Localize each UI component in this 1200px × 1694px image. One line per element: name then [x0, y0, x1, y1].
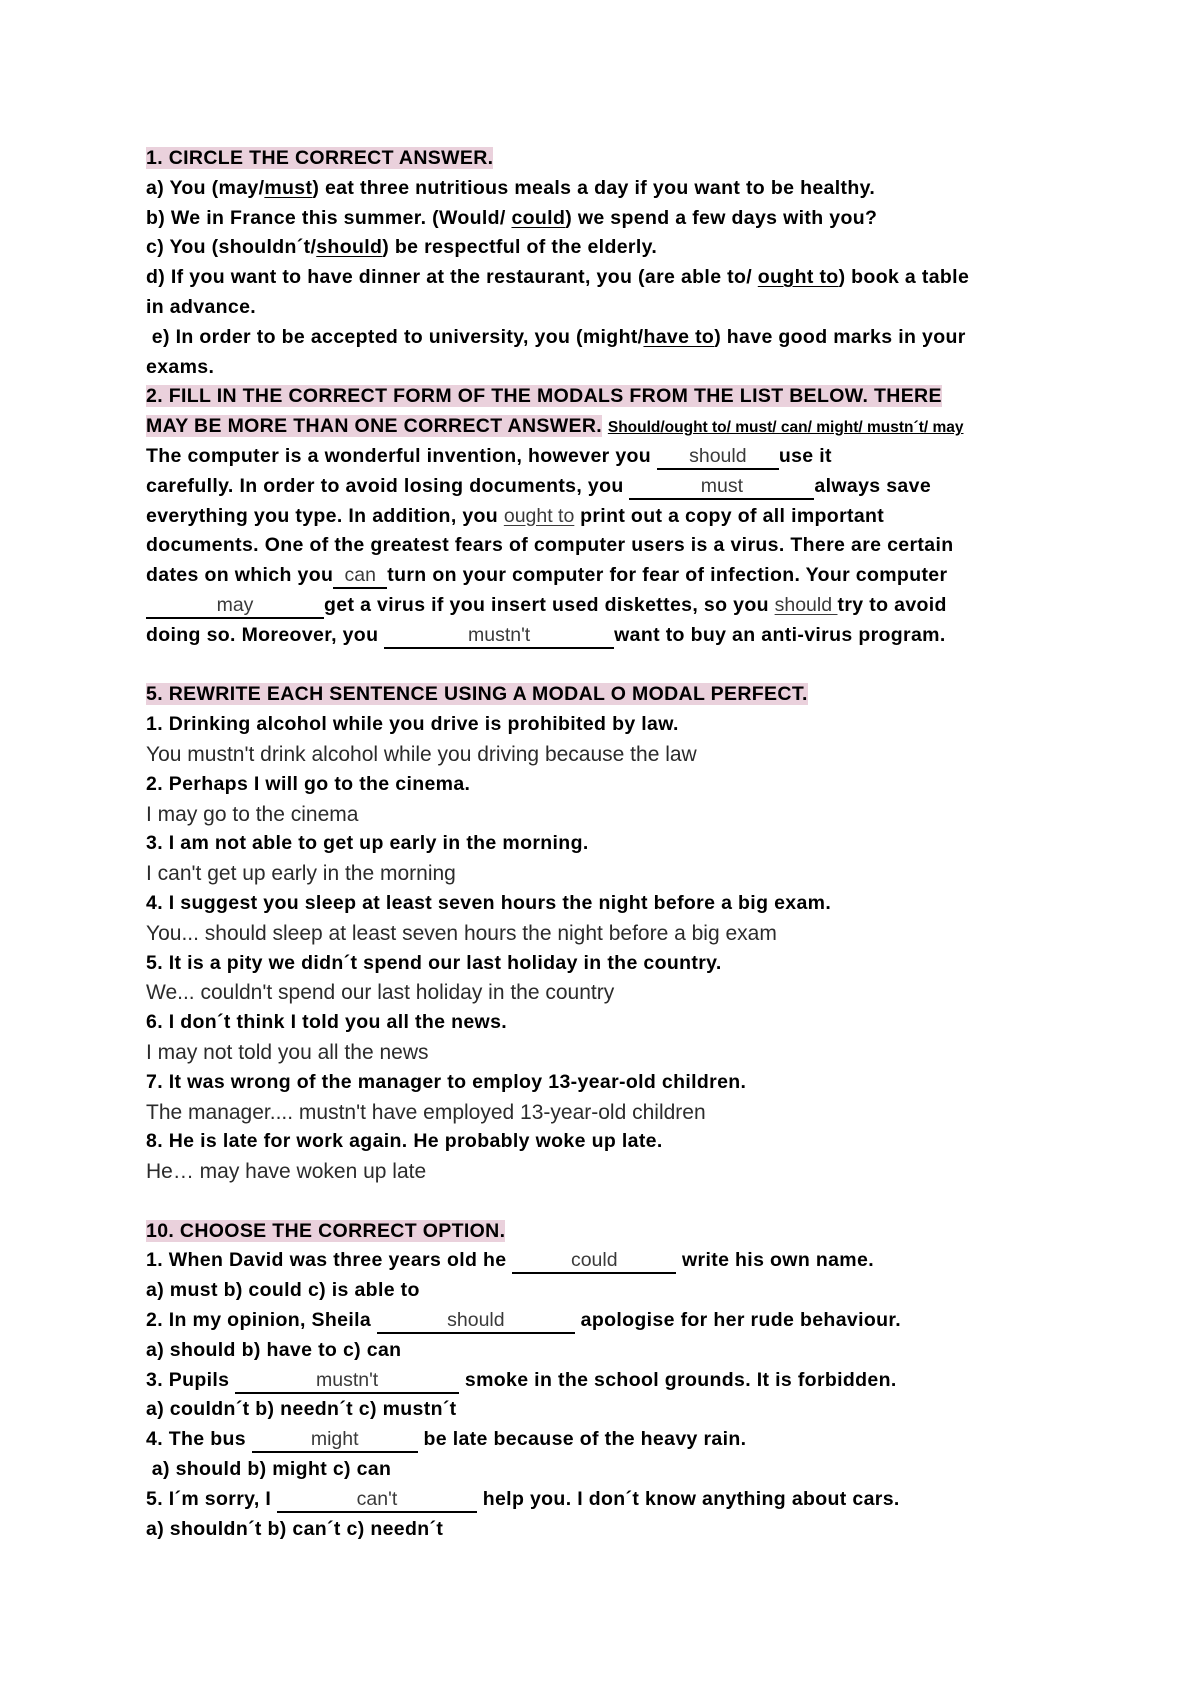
s10-blank: might — [252, 1427, 418, 1453]
s5-question: 8. He is late for work again. He probably woke up late. — [146, 1130, 663, 1153]
s5-question: 6. I don´t think I told you all the news. — [146, 1011, 508, 1034]
s5-question: 4. I suggest you sleep at least seven hours the night before a big exam. — [146, 891, 832, 914]
s5-answer: We... couldn't spend our last holiday in the country — [146, 981, 615, 1005]
s1-answer-b: could — [511, 206, 566, 229]
s1-item-d-cont: in advance. — [146, 295, 257, 318]
s10-question: 2. In my opinion, Sheila should apologise for her rude behaviour. — [146, 1306, 1076, 1336]
section-2-heading-2: MAY BE MORE THAN ONE CORRECT ANSWER. — [146, 415, 603, 438]
s2-blank-5: can — [333, 563, 387, 589]
section-2-heading-line-2 — [146, 412, 1076, 442]
s5-answer: You... should sleep at least seven hours the night before a big exam — [146, 921, 777, 945]
s2-line-5: dates on which you can turn on your computer for fear of infection. Your computer — [146, 561, 1076, 591]
s2-blank-1: should — [657, 444, 779, 470]
s10-blank: can't — [277, 1487, 477, 1513]
s1-item-a: a) You (may/must) eat three nutritious meals a day if you want to be healthy. — [146, 176, 876, 199]
modal-word-list: Should/ought to/ must/ can/ might/ mustn´t/ may — [607, 419, 964, 437]
spacer — [146, 651, 1076, 681]
section-10-heading-line — [146, 1217, 1076, 1247]
spacer — [146, 1187, 1076, 1217]
s10-question: 4. The bus might be late because of the heavy rain. — [146, 1425, 1076, 1455]
s5-answer: The manager.... mustn't have employed 13-year-old children — [146, 1100, 706, 1124]
s10-question: 3. Pupils mustn't smoke in the school grounds. It is forbidden. — [146, 1366, 1076, 1396]
s2-answer-3: ought to — [503, 504, 575, 527]
s5-question: 1. Drinking alcohol while you drive is prohibited by law. — [146, 713, 679, 736]
section-5-heading: 5. REWRITE EACH SENTENCE USING A MODAL O MODAL PERFECT. — [146, 683, 808, 706]
s10-options: a) should b) might c) can — [146, 1458, 392, 1481]
s10-question: 5. I´m sorry, I can't help you. I don´t know anything about cars. — [146, 1485, 1076, 1515]
s2-line-6: may get a virus if you insert used diskettes, so you should try to avoid — [146, 591, 1076, 621]
s5-answer: I can't get up early in the morning — [146, 862, 456, 886]
s1-item-e-cont: exams. — [146, 355, 215, 378]
s5-answer: He… may have woken up late — [146, 1160, 427, 1184]
worksheet-content — [146, 144, 1076, 1544]
s1-item-c: c) You (shouldn´t/should) be respectful of the elderly. — [146, 236, 658, 259]
s2-blank-6: may — [146, 593, 324, 619]
s5-answer: I may not told you all the news — [146, 1040, 429, 1064]
s2-line-2: carefully. In order to avoid losing documents, you must always save — [146, 472, 1076, 502]
s5-question: 5. It is a pity we didn´t spend our last holiday in the country. — [146, 951, 722, 974]
s2-line-1: The computer is a wonderful invention, however you should use it — [146, 442, 1076, 472]
s10-options: a) shouldn´t b) can´t c) needn´t — [146, 1517, 444, 1540]
section-5-heading-line — [146, 680, 1076, 710]
s5-answer: I may go to the cinema — [146, 802, 359, 826]
s10-options: a) couldn´t b) needn´t c) mustn´t — [146, 1398, 457, 1421]
s1-item-d: d) If you want to have dinner at the restaurant, you (are able to/ ought to) book a table — [146, 266, 970, 289]
s2-line-7: doing so. Moreover, you mustn't want to buy an anti-virus program. — [146, 621, 1076, 651]
s1-answer-a: must — [264, 176, 313, 199]
section-2-heading-line-1 — [146, 382, 1076, 412]
section-1-heading-line — [146, 144, 1076, 174]
s2-answer-6: should — [774, 593, 838, 616]
s1-item-e: e) In order to be accepted to university, you (might/have to) have good marks in your — [146, 325, 966, 348]
s5-question: 2. Perhaps I will go to the cinema. — [146, 772, 471, 795]
s2-line-4: documents. One of the greatest fears of computer users is a virus. There are certain — [146, 534, 954, 557]
s2-blank-2: must — [629, 474, 814, 500]
s1-item-b: b) We in France this summer. (Would/ could) we spend a few days with you? — [146, 206, 878, 229]
s10-blank: should — [377, 1308, 575, 1334]
s5-question: 3. I am not able to get up early in the morning. — [146, 832, 589, 855]
s1-answer-d: ought to — [757, 266, 839, 289]
section-2-heading-1: 2. FILL IN THE CORRECT FORM OF THE MODALS FROM THE LIST BELOW. THERE — [146, 385, 942, 408]
s10-options: a) must b) could c) is able to — [146, 1279, 420, 1302]
s2-line-3: everything you type. In addition, you ought to print out a copy of all important — [146, 504, 885, 527]
section-10-heading: 10. CHOOSE THE CORRECT OPTION. — [146, 1219, 506, 1242]
s10-options: a) should b) have to c) can — [146, 1338, 402, 1361]
s1-answer-e: have to — [643, 325, 715, 348]
s2-blank-7: mustn't — [384, 623, 614, 649]
s1-answer-c: should — [316, 236, 383, 259]
s5-answer: You mustn't drink alcohol while you driving because the law — [146, 742, 697, 766]
s10-question: 1. When David was three years old he could write his own name. — [146, 1246, 1076, 1276]
s5-question: 7. It was wrong of the manager to employ 13-year-old children. — [146, 1070, 747, 1093]
section-1-heading: 1. CIRCLE THE CORRECT ANSWER. — [146, 147, 494, 169]
s10-blank: could — [512, 1248, 676, 1274]
s10-blank: mustn't — [235, 1368, 459, 1394]
